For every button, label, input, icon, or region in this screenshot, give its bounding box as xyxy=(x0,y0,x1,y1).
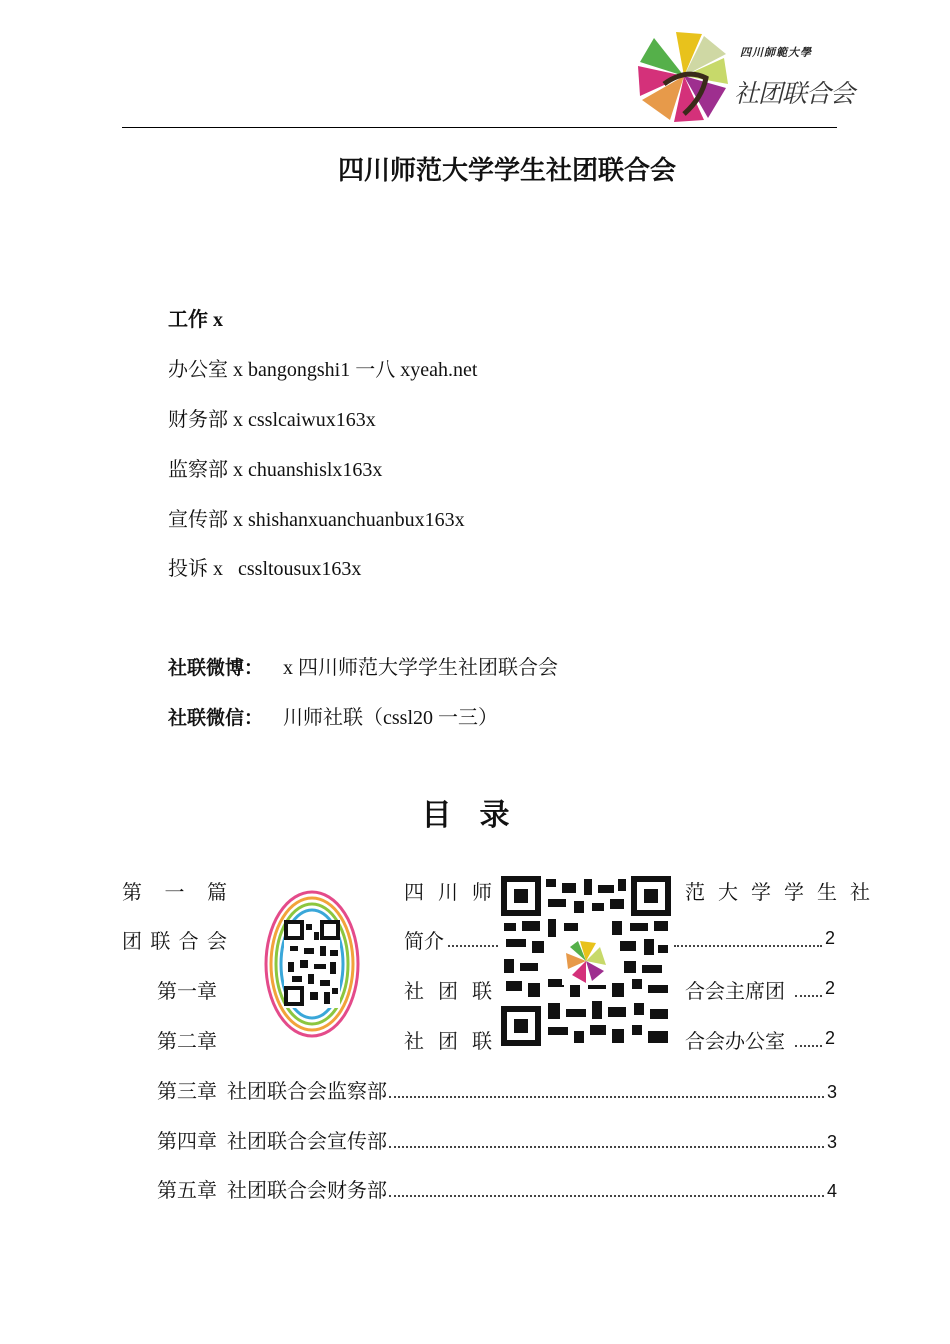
contacts-heading: 工作 x xyxy=(168,309,223,331)
toc-entry[interactable] xyxy=(157,1125,837,1154)
toc-part1-label: 第 一 篇 xyxy=(122,882,227,904)
social-wechat xyxy=(168,701,498,730)
weibo-value: x 四川师范大学学生社团联合会 xyxy=(283,657,559,679)
contact-label: 财务部 x xyxy=(168,409,248,431)
social-weibo xyxy=(168,651,558,680)
toc-entry-label: 第四章 社团联合会宣传部 xyxy=(157,1131,387,1153)
contact-supervision xyxy=(168,453,382,482)
toc-entry[interactable] xyxy=(157,1174,837,1203)
club-logo xyxy=(634,26,855,126)
toc-leader-dots xyxy=(674,944,822,947)
toc-leader-dots xyxy=(448,944,498,947)
contact-value: cssltousux163x xyxy=(238,558,362,580)
contact-label: 办公室 x xyxy=(168,359,248,381)
contact-office xyxy=(168,353,477,382)
toc-ch1-label: 第一章 xyxy=(157,981,217,1003)
header-rule xyxy=(122,127,837,128)
fingerprint-qr-image xyxy=(262,888,362,1040)
toc-leader-dots xyxy=(389,1195,824,1197)
toc-leader-dots xyxy=(795,1044,822,1047)
contact-label: 宣传部 x xyxy=(168,509,248,531)
toc-leader-dots xyxy=(389,1096,824,1098)
toc-part1-page[interactable]: 2 xyxy=(825,928,836,948)
toc-entry-page: 4 xyxy=(826,1181,837,1201)
document-title: 四川师范大学学生社团联合会 xyxy=(337,156,676,186)
contact-value: shishanxuanchuanbux163x xyxy=(248,509,465,531)
toc-ch1-page[interactable]: 2 xyxy=(825,978,836,998)
contact-value: bangongshi1 一八 xyeah.net xyxy=(248,359,478,381)
contact-label: 监察部 x xyxy=(168,459,248,481)
toc-entry-label: 第五章 社团联合会财务部 xyxy=(157,1180,387,1202)
toc-part1-text-d: 简介 xyxy=(404,931,444,953)
wechat-label: 社联微信： xyxy=(168,707,264,729)
contact-value: chuanshislx163x xyxy=(248,459,383,481)
toc-entry-page: 3 xyxy=(826,1132,837,1152)
toc-title: 目录 xyxy=(421,798,538,833)
contact-complaint xyxy=(168,552,361,581)
toc-ch2-text-a: 社 团 联 xyxy=(404,1031,492,1053)
toc-part1-text-a: 四 川 师 xyxy=(404,882,492,904)
contact-finance xyxy=(168,403,376,432)
contact-publicity xyxy=(168,503,465,532)
logo-club-name: 社团联合会 xyxy=(734,79,855,108)
toc-leader-dots xyxy=(795,994,822,997)
qr-code-icon xyxy=(500,875,672,1047)
toc-ch1-text-b: 合会主席团 xyxy=(685,981,785,1003)
wechat-value: 川师社联（cssl20 一三） xyxy=(283,707,499,729)
toc-ch2-text-b: 合会办公室 xyxy=(685,1031,785,1053)
contact-label: 投诉 x xyxy=(168,558,238,580)
toc-entry-label: 第三章 社团联合会监察部 xyxy=(157,1081,387,1103)
toc-ch1-text-a: 社 团 联 xyxy=(404,981,492,1003)
wechat-qr-code xyxy=(500,875,672,1047)
weibo-label: 社联微博： xyxy=(168,657,264,679)
toc-part1-text-c: 团联合会 xyxy=(122,931,227,953)
toc-ch2-page[interactable]: 2 xyxy=(825,1028,836,1048)
toc-ch2-label: 第二章 xyxy=(157,1031,217,1053)
fingerprint-qr-icon xyxy=(262,888,362,1040)
logo-university-name: 四川師範大學 xyxy=(740,46,812,59)
pinwheel-logo-icon xyxy=(634,26,734,126)
toc-part1-text-b: 范大学学生社 xyxy=(685,882,883,904)
contact-value: csslcaiwux163x xyxy=(248,409,376,431)
toc-leader-dots xyxy=(389,1146,824,1148)
toc-entry[interactable] xyxy=(157,1075,837,1104)
toc-entry-page: 3 xyxy=(826,1082,837,1102)
